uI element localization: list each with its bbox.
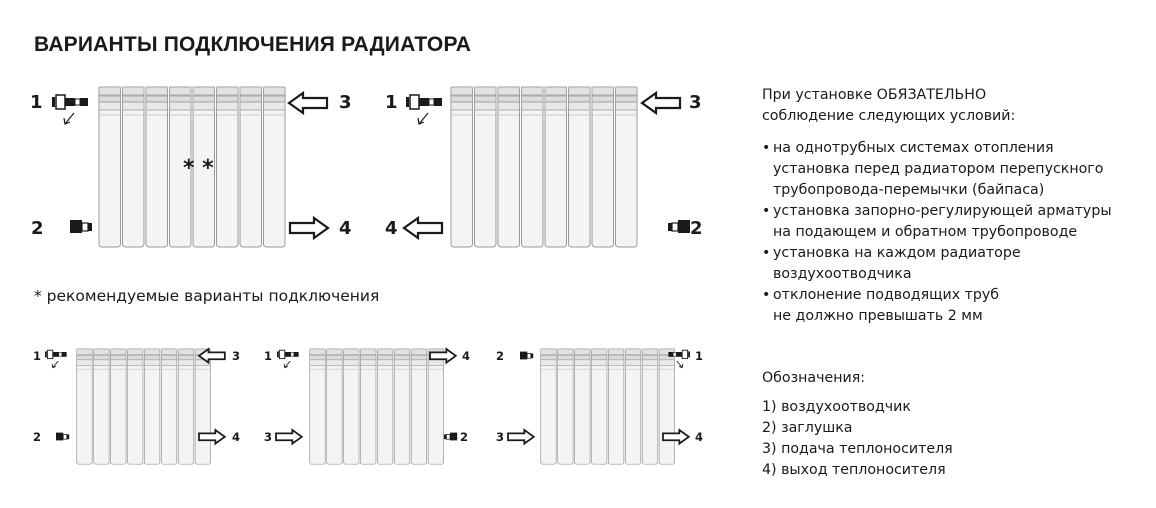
label-bottom-left: 3 bbox=[496, 430, 505, 444]
legend-title: Обозначения: bbox=[762, 370, 866, 386]
requirement-line: • установка на каждом радиаторе bbox=[773, 245, 1021, 261]
label-top-right: 4 bbox=[462, 349, 471, 363]
label-bottom-left: 4 bbox=[385, 218, 398, 239]
radiator-section bbox=[625, 349, 640, 464]
radiator-section bbox=[558, 349, 573, 464]
requirement-line: трубопровода-перемычки (байпаса) bbox=[773, 182, 1045, 198]
radiator-section bbox=[591, 349, 606, 464]
label-top-right: 3 bbox=[339, 92, 352, 113]
requirement-line: • отклонение подводящих труб bbox=[773, 287, 1000, 303]
label-top-left: 1 bbox=[385, 92, 398, 113]
page-title: ВАРИАНТЫ ПОДКЛЮЧЕНИЯ РАДИАТОРА bbox=[34, 33, 472, 56]
requirement-item bbox=[762, 201, 1142, 243]
legend-item: 3) подача теплоносителя bbox=[762, 441, 953, 457]
label-top-left: 1 bbox=[33, 349, 42, 363]
radiator-section bbox=[608, 349, 623, 464]
radiator-section bbox=[541, 349, 556, 464]
requirement-item bbox=[762, 138, 1142, 201]
label-bottom-right: 2 bbox=[690, 218, 703, 239]
label-bottom-left: 2 bbox=[31, 218, 44, 239]
label-bottom-left: 3 bbox=[264, 430, 273, 444]
requirement-line: воздухоотводчика bbox=[773, 266, 912, 282]
label-bottom-right: 2 bbox=[460, 430, 469, 444]
label-bottom-right: 4 bbox=[695, 430, 704, 444]
requirements-intro bbox=[762, 85, 1142, 127]
label-top-left: 2 bbox=[496, 349, 505, 363]
requirement-line: • на однотрубных системах отопления bbox=[773, 140, 1054, 156]
label-top-right: 3 bbox=[689, 92, 702, 113]
plug-icon bbox=[520, 352, 533, 360]
radiator-section bbox=[642, 349, 657, 464]
radiator-section bbox=[575, 349, 590, 464]
radiator-section bbox=[659, 349, 674, 464]
radiator bbox=[541, 349, 675, 464]
requirement-line: установка перед радиатором перепускного bbox=[773, 161, 1104, 177]
legend-item: 1) воздухоотводчик bbox=[762, 399, 911, 415]
legend bbox=[762, 368, 953, 481]
inlet-arrow-icon bbox=[508, 430, 534, 444]
intro-line-2: соблюдение следующих условий: bbox=[762, 108, 1016, 124]
requirement-item bbox=[762, 243, 1142, 285]
requirement-item bbox=[762, 285, 1142, 327]
label-bottom-left: 2 bbox=[33, 430, 42, 444]
legend-item: 4) выход теплоносителя bbox=[762, 462, 946, 478]
label-bottom-right: 4 bbox=[339, 218, 352, 239]
recommended-mark: * * bbox=[183, 156, 214, 181]
label-top-right: 3 bbox=[232, 349, 241, 363]
legend-item: 2) заглушка bbox=[762, 420, 853, 436]
label-top-left: 1 bbox=[264, 349, 273, 363]
requirement-line: не должно превышать 2 мм bbox=[773, 308, 983, 324]
label-top-left: 1 bbox=[30, 92, 43, 113]
requirement-line: • установка запорно-регулирующей арматуры bbox=[773, 203, 1112, 219]
label-top-right: 1 bbox=[695, 349, 704, 363]
installation-requirements bbox=[762, 85, 1142, 327]
intro-line-1: При установке ОБЯЗАТЕЛЬНО bbox=[762, 87, 987, 103]
label-bottom-right: 4 bbox=[232, 430, 241, 444]
requirement-line: на подающем и обратном трубопроводе bbox=[773, 224, 1078, 240]
footnote: * рекомендуемые варианты подключения bbox=[34, 287, 380, 305]
